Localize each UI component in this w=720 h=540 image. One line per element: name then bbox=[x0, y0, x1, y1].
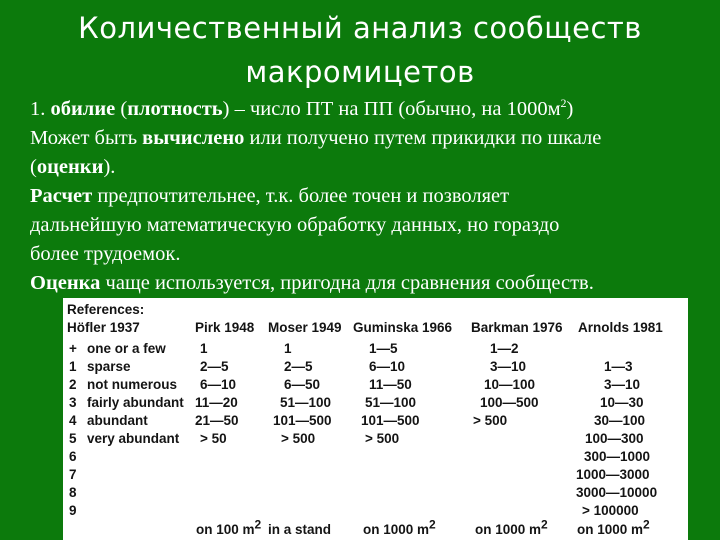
paragraph-assessment bbox=[30, 269, 710, 298]
cell-guminska: 1—5 bbox=[369, 341, 398, 356]
text: ). bbox=[103, 156, 116, 178]
header-arnolds: Arnolds 1981 bbox=[578, 320, 663, 335]
row-code: 5 bbox=[69, 431, 77, 446]
term-calculated: вычислено bbox=[142, 127, 245, 149]
header-guminska: Guminska 1966 bbox=[353, 320, 453, 335]
text: чаще используется, пригодна для сравнения сообществ. bbox=[100, 272, 594, 294]
row-code: 9 bbox=[69, 503, 77, 518]
cell-barkman: 100—500 bbox=[480, 395, 539, 410]
row-label: fairly abundant bbox=[87, 395, 184, 410]
term-abundance: обилие bbox=[50, 98, 116, 120]
cell-pirk: 1 bbox=[200, 341, 208, 356]
text: on 1000 m bbox=[363, 522, 430, 537]
row-code: 6 bbox=[69, 449, 77, 464]
cell-arnolds: > 100000 bbox=[582, 503, 639, 518]
text: ) – число ПТ на ПП (обычно, на 1000м bbox=[222, 98, 561, 120]
term-calculation: Расчет bbox=[30, 185, 93, 207]
row-code: 2 bbox=[69, 377, 77, 392]
cell-pirk: 21—50 bbox=[195, 413, 239, 428]
row-label: not numerous bbox=[87, 377, 177, 392]
cell-moser: 51—100 bbox=[280, 395, 332, 410]
cell-barkman: > 500 bbox=[473, 413, 508, 428]
footer-guminska bbox=[363, 517, 436, 538]
row-code: 8 bbox=[69, 485, 77, 500]
cell-arnolds: 10—30 bbox=[600, 395, 644, 410]
footer-moser: in a stand bbox=[268, 522, 332, 537]
footer-pirk bbox=[196, 517, 262, 538]
cell-guminska: > 500 bbox=[365, 431, 400, 446]
term-estimates: оценки bbox=[36, 156, 104, 178]
text: Может быть bbox=[30, 127, 143, 149]
title-line-2: макромицетов bbox=[245, 55, 475, 89]
row-code: 1 bbox=[69, 359, 77, 374]
cell-moser: 101—500 bbox=[273, 413, 332, 428]
text: on 100 m bbox=[196, 522, 255, 537]
cell-pirk: 2—5 bbox=[200, 359, 229, 374]
row-code: 4 bbox=[69, 413, 77, 428]
cell-barkman: 1—2 bbox=[490, 341, 519, 356]
text: или получено путем прикидки по шкале bbox=[244, 127, 602, 149]
cell-arnolds: 30—100 bbox=[594, 413, 646, 428]
superscript: 2 bbox=[541, 517, 548, 532]
superscript: 2 bbox=[643, 517, 650, 532]
abundance-scale-table bbox=[63, 298, 688, 540]
text: ( bbox=[115, 98, 128, 120]
paragraph-abundance bbox=[30, 95, 710, 124]
cell-moser: 1 bbox=[284, 341, 292, 356]
row-label: abundant bbox=[87, 413, 148, 428]
cell-arnolds: 300—1000 bbox=[584, 449, 651, 464]
superscript: 2 bbox=[429, 517, 436, 532]
header-pirk: Pirk 1948 bbox=[195, 320, 255, 335]
cell-arnolds: 1000—3000 bbox=[576, 467, 650, 482]
text: ) bbox=[566, 98, 574, 120]
text: 1. bbox=[30, 98, 51, 120]
cell-arnolds: 1—3 bbox=[604, 359, 633, 374]
title-line-1: Количественный анализ сообществ bbox=[78, 11, 642, 45]
cell-guminska: 6—10 bbox=[369, 359, 406, 374]
superscript: 2 bbox=[254, 517, 262, 532]
slide-body bbox=[30, 95, 710, 298]
cell-arnolds: 100—300 bbox=[585, 431, 644, 446]
text: предпочтительнее, т.к. более точен и позволяет bbox=[92, 185, 510, 207]
paragraph-calculation-cont: дальнейшую математическую обработку данных, но гораздо bbox=[30, 214, 560, 236]
paragraph-calculated bbox=[30, 124, 710, 153]
cell-arnolds: 3000—10000 bbox=[576, 485, 658, 500]
slide-title bbox=[40, 6, 680, 94]
cell-pirk: > 50 bbox=[200, 431, 227, 446]
cell-guminska: 51—100 bbox=[365, 395, 417, 410]
text: on 1000 m bbox=[475, 522, 542, 537]
term-assessment: Оценка bbox=[30, 272, 101, 294]
cell-moser: 2—5 bbox=[284, 359, 313, 374]
row-code: + bbox=[69, 341, 77, 356]
references-label: References: bbox=[67, 302, 145, 317]
paragraph-calculation-end: более трудоемок. bbox=[30, 243, 181, 265]
paragraph-calculation bbox=[30, 182, 710, 211]
cell-arnolds: 3—10 bbox=[604, 377, 641, 392]
text: ( bbox=[30, 156, 37, 178]
cell-moser: 6—50 bbox=[284, 377, 321, 392]
row-code: 3 bbox=[69, 395, 77, 410]
row-label: one or a few bbox=[87, 341, 166, 356]
row-label: very abundant bbox=[87, 431, 180, 446]
cell-guminska: 11—50 bbox=[369, 377, 412, 392]
cell-barkman: 10—100 bbox=[484, 377, 536, 392]
text: on 1000 m bbox=[577, 522, 644, 537]
row-label: sparse bbox=[87, 359, 131, 374]
cell-pirk: 6—10 bbox=[200, 377, 237, 392]
header-hofler: Höfler 1937 bbox=[67, 320, 140, 335]
footer-barkman bbox=[475, 517, 548, 538]
paragraph-estimate bbox=[30, 153, 710, 182]
cell-moser: > 500 bbox=[281, 431, 316, 446]
row-code: 7 bbox=[69, 467, 77, 482]
cell-pirk: 11—20 bbox=[195, 395, 238, 410]
header-barkman: Barkman 1976 bbox=[471, 320, 563, 335]
superscript: 2 bbox=[560, 96, 567, 111]
term-density: плотность bbox=[127, 98, 223, 120]
cell-guminska: 101—500 bbox=[361, 413, 420, 428]
cell-barkman: 3—10 bbox=[490, 359, 527, 374]
header-moser: Moser 1949 bbox=[268, 320, 342, 335]
footer-arnolds bbox=[577, 517, 650, 538]
